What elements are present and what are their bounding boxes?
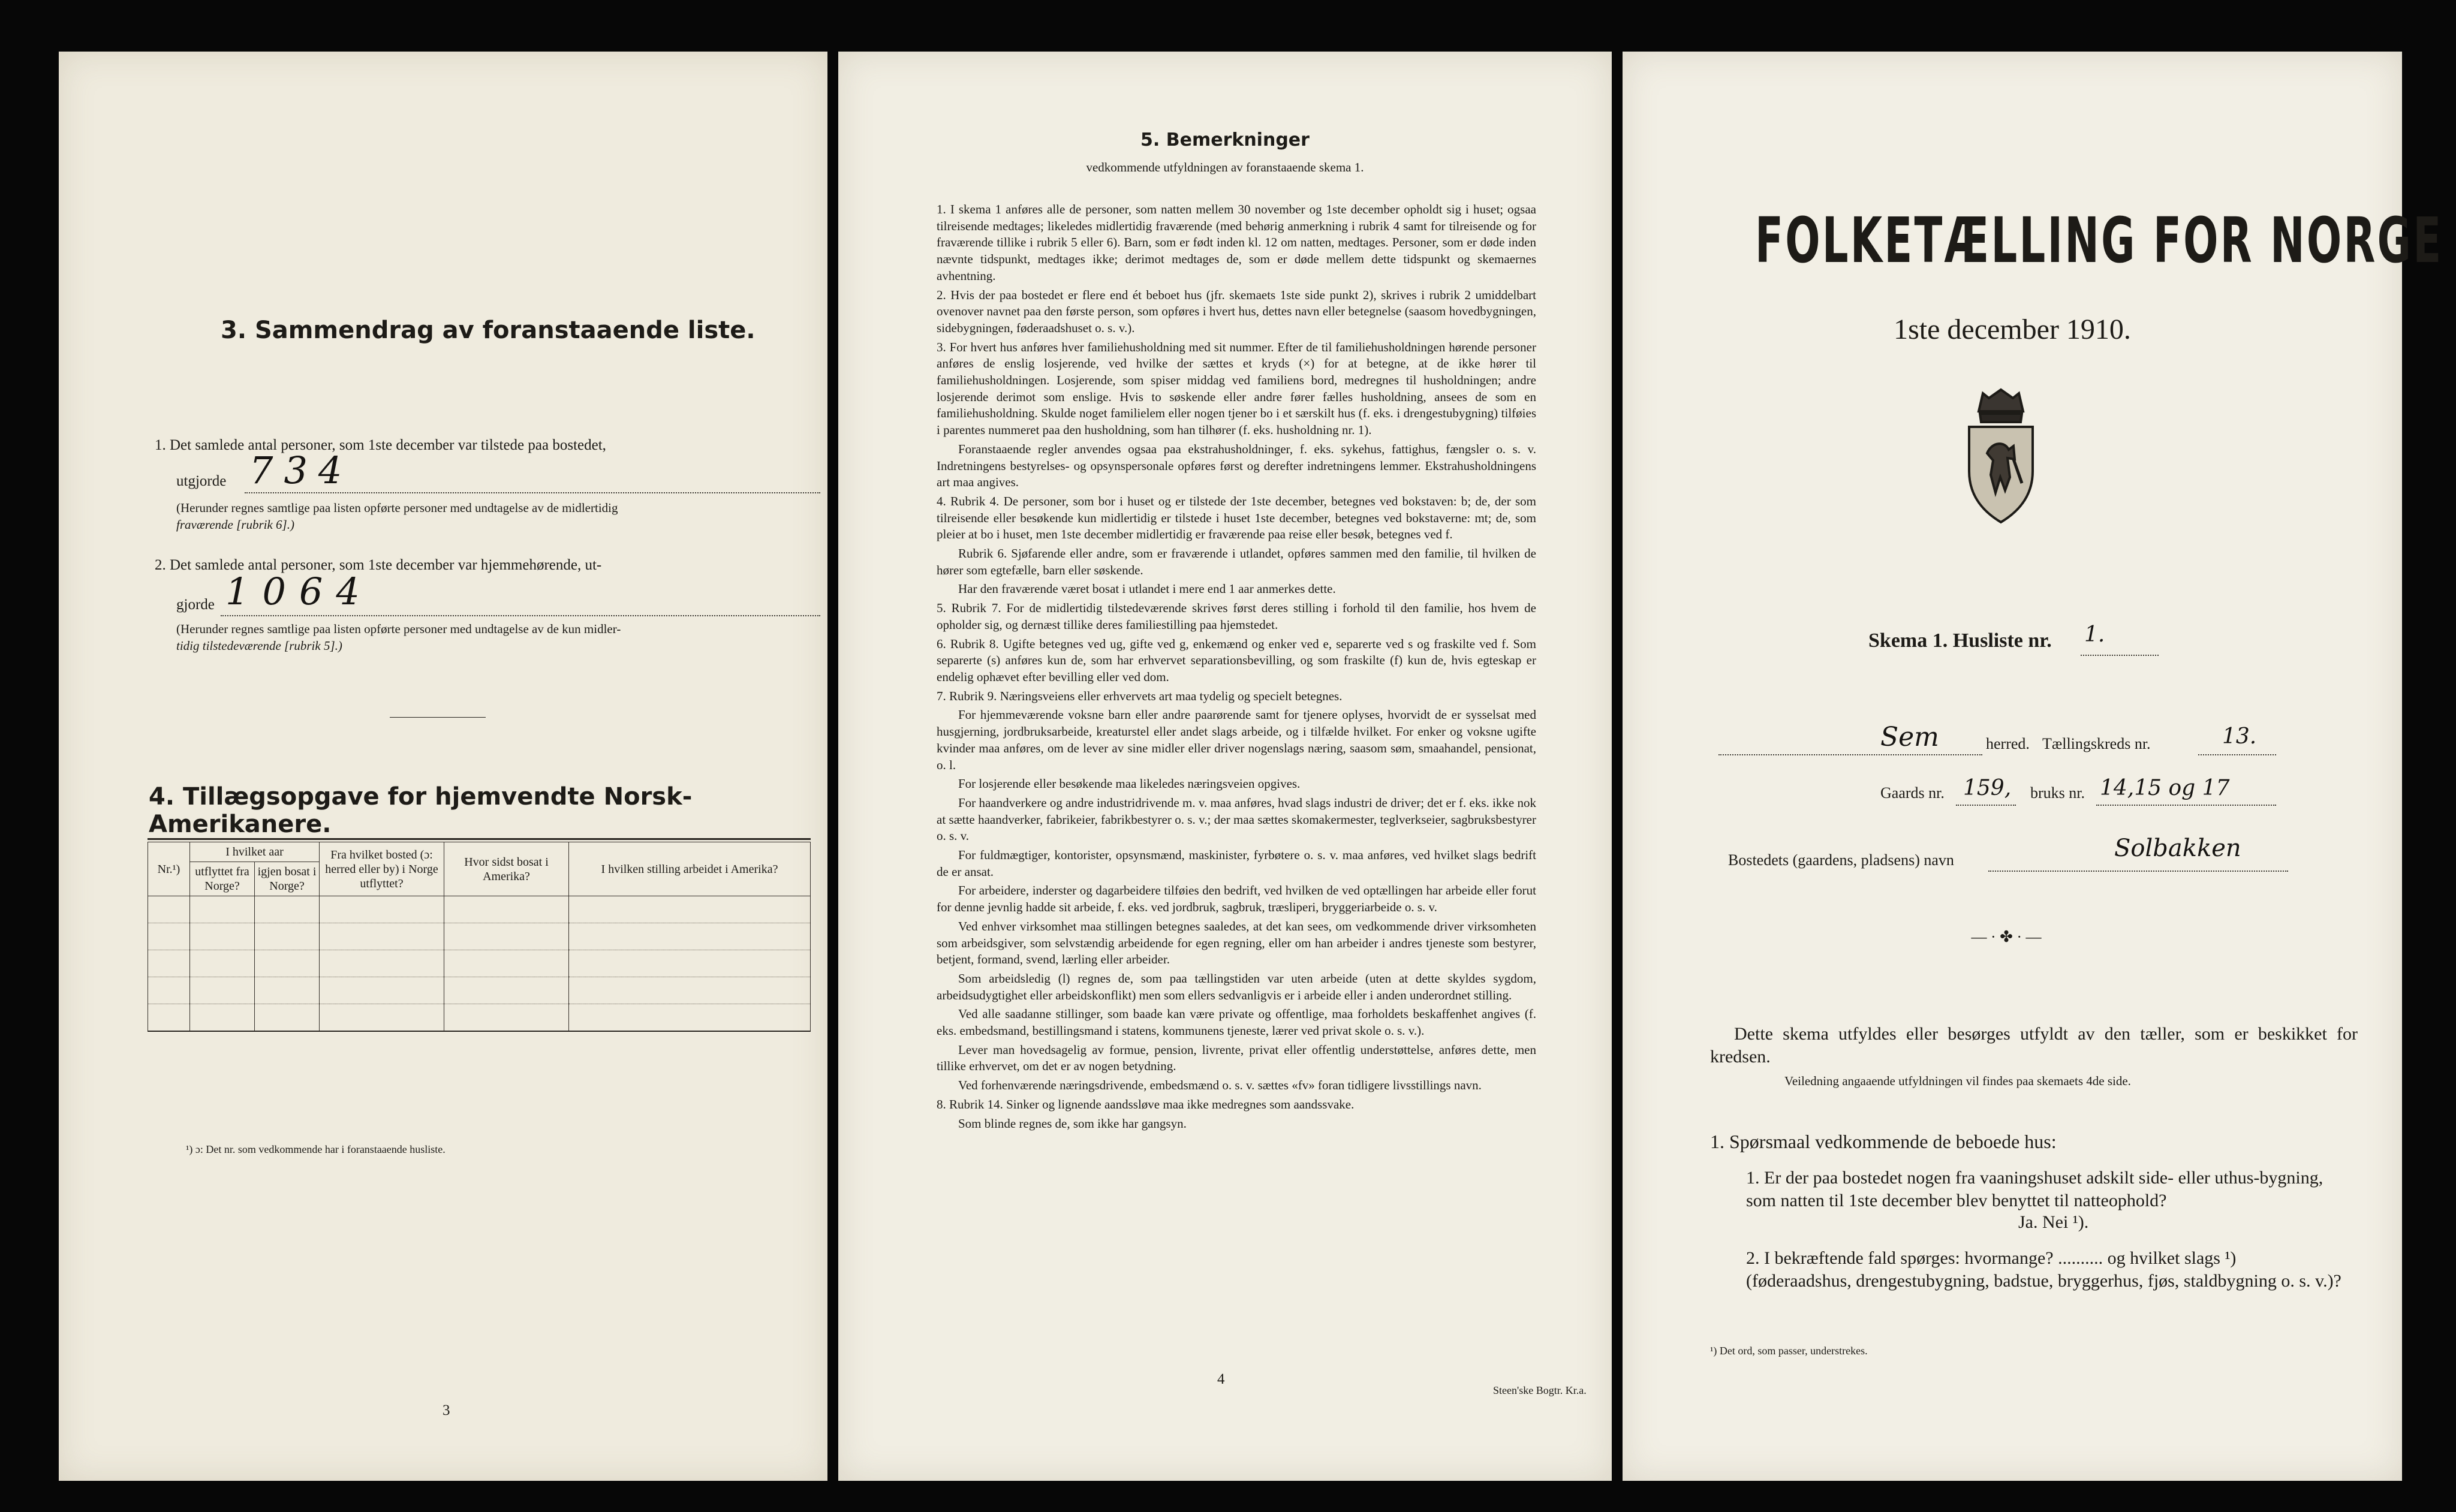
question-2-wrap — [1746, 1247, 2346, 1293]
table-row — [148, 1004, 811, 1032]
col-group-aar: I hvilket aar — [190, 842, 320, 862]
husliste-nr: 1. — [2084, 622, 2105, 647]
instruction-2: Veiledning angaaende utfyldningen vil findes paa skemaets 4de side. — [1784, 1074, 2131, 1088]
page-left — [59, 52, 827, 1481]
item2-utgjorde: gjorde — [176, 597, 215, 613]
table-footnote: ¹) ɔ: Det nr. som vedkommende har i foranstaaende husliste. — [186, 1143, 446, 1155]
kreds-value: 13. — [2222, 724, 2257, 749]
bemerkning-item: For hjemmeværende voksne barn eller andre paarørende samt for tjenere oplyses, hvorvidt de er sysselsat med husgjerning, jordbruksarbeide, kreaturstel eller andet slags arbeide, og i tilfælde hvilket. For enker og voksne ugifte kvinder maa anføres, om de lever av sine midler eller driver nogenslags næring, saasom søm, smaahandel, pensionat, o. l. — [937, 707, 1536, 772]
page-right — [1623, 52, 2443, 1481]
bosted-value: Solbakken — [2114, 835, 2241, 862]
ornament-icon: — · ✤ · — — [1971, 928, 2042, 945]
bemerkning-item: Foranstaaende regler anvendes ogsaa paa ekstrahusholdninger, f. eks. sykehus, fattighus, fængsler o. s. v. Indretningens bestyrelses- og opsynspersonale opføres først og derefter indretningens lemmer. Ekstrahusholdningens art maa angives. — [937, 441, 1536, 490]
bemerkning-item: 3. For hvert hus anføres hver familiehusholdning med sit nummer. Efter de til familiehusholdningen hørende personer anføres de enslig losjerende, ved hvilke der sættes et kryds (×) for at betegne, at de ikke hører til familiehusholdningen. Losjerende, som spiser middag ved familiens bord, medregnes til husholdningen; andre losjerende derimot som enslige. Hvis to søskende eller andre fører fælles husholdning, ansees de som en familiehusholdning. Skulde noget familielem eller nogen tjener bo i et særskilt hus (f. eks. i drengestubygning) tilføies i parentes nummeret paa den husholdning, som han tilhører (f. eks. husholdning nr. 1). — [937, 339, 1536, 438]
bemerkning-item: For haandverkere og andre industridrivende m. v. maa anføres, hvad slags industri de driver; det er f. eks. ikke nok at sætte haandverker, fabrikeier, fabrikbestyrer o. s. v.; der maa sættes skomakermester, teglverkseier, sagbruksbestyrer o. s. v. — [937, 795, 1536, 844]
bemerkning-item: Ved enhver virksomhet maa stillingen betegnes saaledes, at det kan sees, om vedkommende driver virksomheten som arbeidsgiver, som selvstændig arbeidende for egen regning, eller om han arbeider i andres tjeneste som bestyrer, betjent, formand, svend, lærling eller arbeider. — [937, 918, 1536, 967]
table-row — [148, 896, 811, 923]
bemerkning-item: Ved alle saadanne stillinger, som baade kan være private og offentlige, maa forholdets beskaffenhet angives (f. eks. embedsmand, bestillingsmand i statens, kommunens tjeneste, lærer ved privat skole o. s. v.). — [937, 1007, 1536, 1038]
coat-of-arms-icon — [1956, 387, 2046, 528]
bemerkning-item: 7. Rubrik 9. Næringsveiens eller erhvervets art maa tydelig og specielt betegnes. — [937, 688, 1343, 703]
bemerkning-item: 8. Rubrik 14. Sinker og lignende aandssløve maa ikke medregnes som aandssvake. — [937, 1097, 1355, 1112]
bemerkning-item: For fuldmægtiger, kontorister, opsynsmænd, maskinister, fyrbøtere o. s. v. maa anføres, ved hvilket slags bedrift de er ansat. — [937, 848, 1536, 879]
census-title: FOLKETÆLLING FOR NORGE — [1755, 204, 2443, 277]
printer-mark: Steen'ske Bogtr. Kr.a. — [1493, 1384, 1587, 1396]
bemerkning-item: Ved forhenværende næringsdrivende, embedsmænd o. s. v. sættes «fv» foran tidligere livsstillings navn. — [958, 1078, 1482, 1093]
item2-line1: 2. Det samlede antal personer, som 1ste december var hjemmehørende, ut- — [155, 557, 602, 573]
table-row — [148, 977, 811, 1004]
col-stilling: I hvilken stilling arbeidet i Amerika? — [569, 842, 811, 896]
gaards-label: Gaards nr. — [1880, 784, 1945, 802]
table-row — [148, 923, 811, 950]
item1-line1: 1. Det samlede antal personer, som 1ste december var tilstede paa bostedet, — [155, 437, 606, 453]
col-utflyttet: utflyttet fra Norge? — [190, 862, 255, 896]
bemerkning-item: Som arbeidsledig (l) regnes de, som paa tællingstiden var uten arbeide (uten at dette skyldes sygdom, arbeidsudygtighet eller arbeidskonflikt) men som ellers sedvanligvis er i arbeide eller i anden underordnet stilling. — [937, 971, 1536, 1002]
bemerkning-item: Har den fraværende været bosat i utlandet i mere end 1 aar anmerkes dette. — [958, 582, 1336, 597]
herred-label: herred. — [1986, 735, 2030, 752]
bemerkning-item: For arbeidere, inderster og dagarbeidere tilføies den bedrift, ved hvilken de ved optællingen har arbeide eller forut for denne jevnlig hadde sit arbeide, f. eks. ved jordbruk, sagbruk, træsliperi, bryggeriarbeide o. s. v. — [937, 883, 1536, 915]
item2-note1: (Herunder regnes samtlige paa listen opførte personer med undtagelse av de kun midler- — [176, 622, 621, 636]
item1-note2: fraværende [rubrik 6].) — [176, 517, 294, 532]
skema-label: Skema 1. Husliste nr. — [1868, 630, 2052, 652]
item2-value: 1064 — [225, 570, 373, 613]
bemerkning-item: 6. Rubrik 8. Ugifte betegnes ved ug, gifte ved g, enkemænd og enker ved e, separerte ved s og fraskilte ved f. Som separerte (s) anføres kun de, som har erhvervet separationsbevilling, og som fraskilte (f) kun de, hvis egteskap er endelig ophævet efter bevilling eller ved dom. — [937, 636, 1536, 684]
questions-title: 1. Spørsmaal vedkommende de beboede hus: — [1710, 1131, 2057, 1152]
bruks-value: 14,15 og 17 — [2100, 776, 2230, 800]
col-bosted: Fra hvilket bosted (ɔ: herred eller by) i Norge utflyttet? — [320, 842, 444, 896]
item1-value: 734 — [249, 448, 353, 492]
gaards-value: 159, — [1963, 776, 2012, 800]
bemerkning-item: Som blinde regnes de, som ikke har gangsyn. — [958, 1116, 1187, 1131]
bemerkning-item: 1. I skema 1 anføres alle de personer, som natten mellem 30 november og 1ste december opholdt sig i huset; ogsaa tilreisende medtages; likeledes midlertidig fraværende (med behørig anmerkning i rubrik 4 samt for tilreisende og for fraværende tillike i rubrik 5 eller 6). Barn, som er født inden kl. 12 om natten, medtages. Personer, som er døde inden nævnte tidspunkt, medtages ikke; derimot medtages de, som er døde mellem dette tidspunkt og skemaernes avhentning. — [937, 202, 1536, 283]
norsk-amerikanere-table — [148, 842, 811, 1032]
bruks-label: bruks nr. — [2030, 784, 2085, 802]
bemerkninger-subtitle: vedkommende utfyldningen av foranstaaende skema 1. — [1086, 160, 1364, 174]
bemerkninger-title: 5. Bemerkninger — [1140, 129, 1310, 150]
kreds-label: Tællingskreds nr. — [2042, 735, 2151, 752]
item1-utgjorde: utgjorde — [176, 473, 227, 489]
page-number: 4 — [1217, 1371, 1225, 1387]
col-sidst: Hvor sidst bosat i Amerika? — [444, 842, 569, 896]
instruction-1: Dette skema utfyldes eller besørges utfyldt av den tæller, som er beskikket for kredsen. — [1710, 1024, 2358, 1067]
page-number: 3 — [443, 1402, 450, 1418]
col-igjen: igjen bosat i Norge? — [255, 862, 320, 896]
item2-note2: tidig tilstedeværende [rubrik 5].) — [176, 638, 342, 653]
census-date: 1ste december 1910. — [1894, 314, 2131, 345]
bemerkning-item: 2. Hvis der paa bostedet er flere end ét beboet hus (jfr. skemaets 1ste side punkt 2), skrives i rubrik 2 umiddelbart ovenover navnet paa den første person, som opføres i hvert hus, dettes navn eller betegnelse (saasom hovedbygningen, sidebygningen, føderaadshuset o. s. v.). — [937, 287, 1536, 335]
bemerkning-item: 5. Rubrik 7. For de midlertidig tilstedeværende skrives først deres stilling i forhold til den familie, hos hvem de opholder sig, og dernæst tillike deres familiestilling paa hjemstedet. — [937, 601, 1536, 632]
col-nr: Nr.¹) — [148, 842, 190, 896]
bemerkninger-list — [937, 201, 1536, 1134]
section4-title: 4. Tillægsopgave for hjemvendte Norsk-Amerikanere. — [149, 783, 693, 838]
bemerkning-item: Lever man hovedsagelig av formue, pension, livrente, privat eller offentlig understøttelse, anføres dette, men tillike erhvervet, om det er av nogen betydning. — [937, 1042, 1536, 1074]
census-title-wrap — [1623, 204, 2443, 277]
divider — [390, 717, 486, 718]
page-middle — [838, 52, 1612, 1481]
bosted-label: Bostedets (gaardens, pladsens) navn — [1728, 851, 1954, 869]
herred-value: Sem — [1880, 722, 1939, 752]
bemerkning-item: For losjerende eller besøkende maa likeledes næringsveien opgives. — [958, 776, 1301, 791]
bemerkning-item: Rubrik 6. Sjøfarende eller andre, som er fraværende i utlandet, opføres sammen med den familie, til hvilken de hører som egtefælle, barn eller søskende. — [937, 546, 1536, 577]
bemerkning-item: 4. Rubrik 4. De personer, som bor i huset og er tilstede der 1ste december, betegnes ved bokstaven: b; de, der som tilreisende eller besøkende kun midlertidig er tilstede i huset 1ste december, betegnes ved bokstaverne: mt; de, som pleier at bo i huset, men 1ste december midlertidig er fraværende paa reise eller besøk, betegnes ved f. — [937, 493, 1536, 542]
section3-title: 3. Sammendrag av foranstaaende liste. — [221, 317, 756, 344]
question-1-wrap — [1746, 1167, 2346, 1212]
item1-note1: (Herunder regnes samtlige paa listen opførte personer med undtagelse av de midlertidig — [176, 501, 618, 515]
table-row — [148, 950, 811, 977]
question-1-answer: Ja. Nei ¹). — [2018, 1212, 2089, 1232]
right-footnote: ¹) Det ord, som passer, understrekes. — [1710, 1345, 1868, 1357]
question-2: 2. I bekræftende fald spørges: hvormange? .......... og hvilket slags ¹) (føderaadshus, drengestubygning, badstue, bryggerhus, fjøs, staldbygning o. s. v.)? — [1746, 1248, 2341, 1291]
question-1: 1. Er der paa bostedet nogen fra vaaningshuset adskilt side- eller uthus-bygning, som natten til 1ste december blev benyttet til natteophold? — [1746, 1168, 2323, 1210]
